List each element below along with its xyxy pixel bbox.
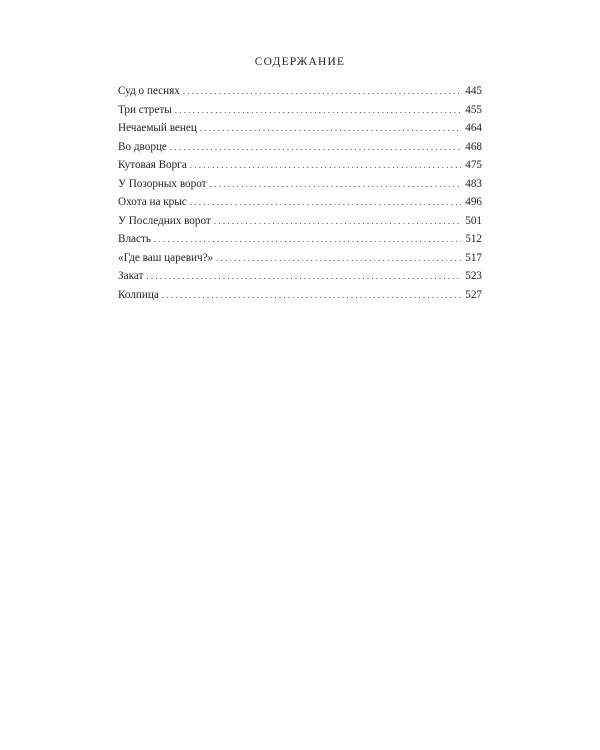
toc-entry-label: Кутовая Ворга [118,159,187,171]
toc-entry-page: 468 [465,140,482,153]
toc-leader-dots [170,138,461,157]
toc-entry-label: Закат [118,270,144,282]
toc-entry-label: Колпица [118,288,159,301]
toc-entry-page: 523 [465,270,482,282]
toc-entry-page: 517 [465,251,482,264]
table-of-contents [118,82,482,304]
toc-entry [118,101,482,120]
toc-entry-label: Власть [118,233,151,245]
toc-entry-label: «Где ваш царевич?» [118,251,214,264]
toc-entry-label: Во дворце [118,140,167,153]
toc-entry-page: 501 [465,214,482,227]
toc-leader-dots [175,101,461,120]
toc-entry [118,138,482,157]
toc-entry [118,212,482,231]
toc-entry [118,286,482,305]
toc-leader-dots [214,212,461,231]
toc-entry [118,175,482,194]
toc-leader-dots [216,249,461,268]
toc-title: СОДЕРЖАНИЕ [254,56,346,68]
toc-entry-page: 527 [465,288,482,301]
toc-entry-page: 445 [465,85,482,97]
toc-entry [118,82,482,101]
toc-leader-dots [190,193,461,212]
toc-entry-page: 464 [465,122,482,134]
toc-entry-page: 512 [465,233,482,245]
toc-entry [118,156,482,175]
toc-entry-page: 483 [465,177,482,190]
toc-entry-label: У Последних ворот [118,214,211,227]
toc-leader-dots [154,230,461,249]
toc-leader-dots [146,267,461,286]
toc-entry [118,119,482,138]
toc-leader-dots [162,286,461,305]
toc-entry-page: 496 [465,196,482,208]
toc-entry-page: 475 [465,159,482,171]
toc-entry [118,230,482,249]
toc-entry [118,249,482,268]
toc-entry-page: 455 [465,103,482,116]
toc-entry [118,267,482,286]
toc-entry-label: Охота на крыс [118,196,187,208]
toc-entry-label: У Позорных ворот [118,177,207,190]
toc-leader-dots [183,82,461,101]
toc-leader-dots [190,156,461,175]
toc-leader-dots [200,119,461,138]
toc-entry-label: Три стреты [118,103,172,116]
toc-entry [118,193,482,212]
toc-entry-label: Нечаемый венец [118,122,197,134]
toc-leader-dots [210,175,462,194]
toc-entry-label: Суд о песнях [118,85,180,97]
